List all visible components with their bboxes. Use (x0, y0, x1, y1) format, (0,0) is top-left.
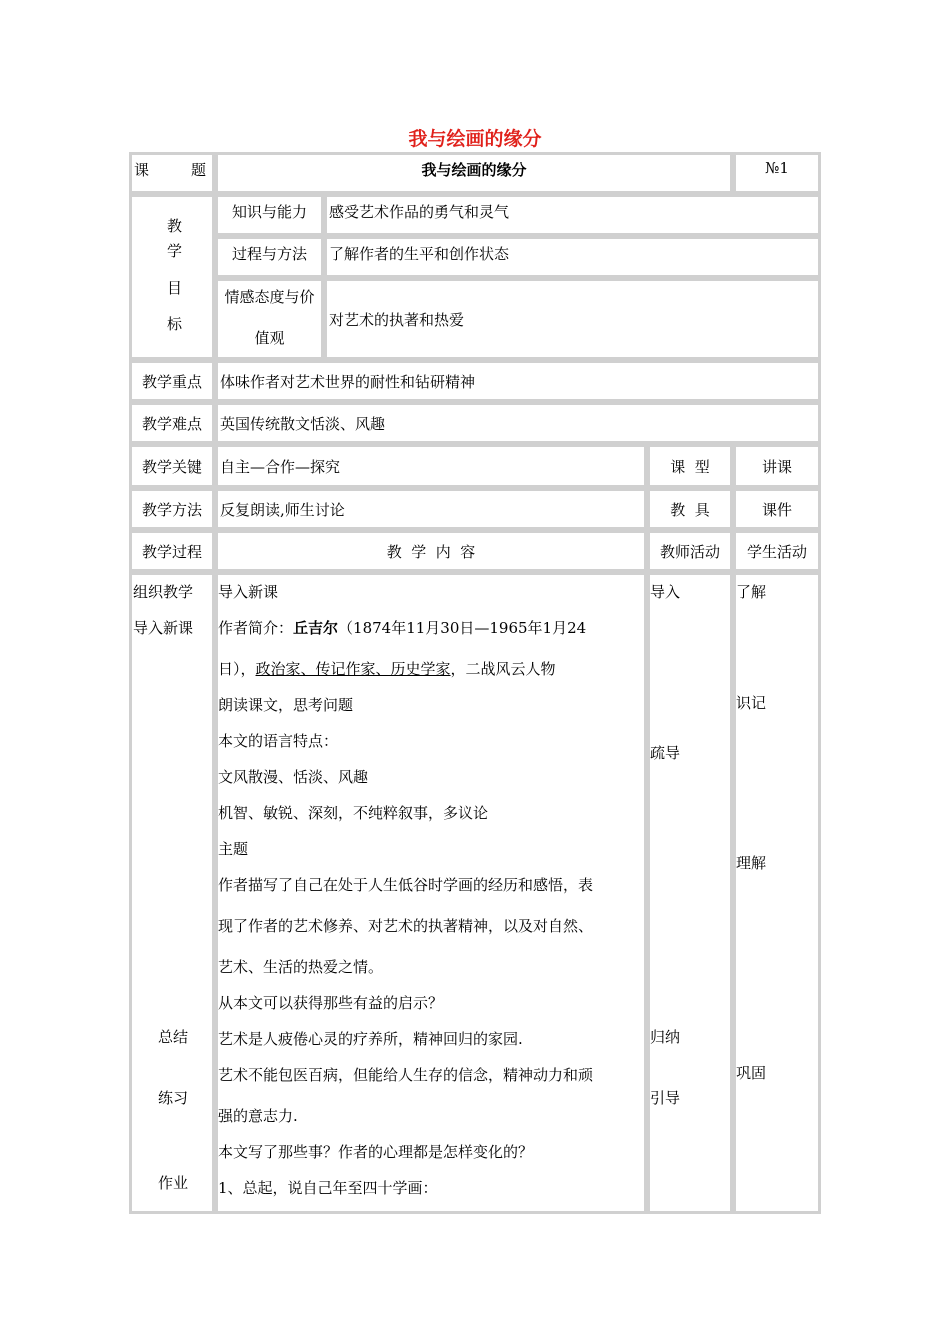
content-cell (215, 572, 647, 1214)
teacher-activity: 归纳 (650, 1028, 681, 1046)
content-line: 从本文可以获得那些有益的启示？ (218, 994, 444, 1012)
objective-value-knowledge (324, 194, 821, 236)
difficulty-value: 英国传统散文恬淡、风趣 (220, 414, 386, 433)
author-dates-end: 日）， (218, 660, 256, 678)
method-value: 反复朗读,师生讨论 (220, 500, 345, 519)
page-title: 我与绘画的缘分 (408, 128, 542, 150)
content-line: 朗读课文，思考问题 (218, 696, 354, 714)
method-value-cell (215, 488, 647, 530)
key-label-cell (129, 444, 215, 488)
content-line: 作者描写了自己在处于人生低谷时学画的经历和感悟，表 (218, 876, 594, 894)
difficulty-label: 教学难点 (141, 414, 202, 433)
author-desc: ，二战风云人物 (450, 660, 556, 678)
content-line: 艺术不能包医百病，但能给人生存的信念，精神动力和顽 (218, 1066, 594, 1084)
content-line: 1、总起，说自己年至四十学画： (218, 1179, 438, 1197)
objectives-label-cell (129, 194, 215, 360)
content-line: 艺术、生活的热爱之情。 (218, 958, 384, 976)
key-point-value: 体味作者对艺术世界的耐性和钻研精神 (220, 372, 476, 391)
content-line: 文风散漫、恬淡、风趣 (218, 768, 369, 786)
content-line (218, 617, 586, 638)
process-label: 教学过程 (141, 542, 202, 561)
objective-value-emotion (324, 278, 821, 360)
student-activity: 了解 (736, 583, 767, 601)
left-label-intro: 导入新课 (133, 619, 194, 637)
lesson-type-value-cell (733, 444, 821, 488)
objective-value-process (324, 236, 821, 278)
tool-label: 教 具 (670, 500, 710, 519)
content-line: 本文写了那些事？作者的心理都是怎样变化的？ (218, 1143, 534, 1161)
student-activity: 识记 (736, 694, 767, 712)
tool-label-cell (647, 488, 733, 530)
objectives-char-1: 教 (167, 217, 183, 235)
content-line (218, 658, 556, 679)
teacher-label: 教师活动 (659, 542, 720, 561)
difficulty-label-cell (129, 402, 215, 444)
objective-label-knowledge (215, 194, 324, 236)
key-point-label: 教学重点 (141, 372, 202, 391)
left-label-practice: 练习 (158, 1089, 189, 1107)
label-ke: 课 (134, 161, 150, 179)
content-line: 强的意志力. (218, 1107, 298, 1125)
lesson-type-value: 讲课 (761, 457, 792, 476)
key-value-cell (215, 444, 647, 488)
author-name: 丘吉尔 (293, 619, 339, 637)
student-label-cell (733, 530, 821, 572)
objectives-char-4: 标 (167, 315, 183, 333)
objective-value-text: 了解作者的生平和创作状态 (329, 245, 510, 263)
student-activity: 巩固 (736, 1064, 767, 1082)
objective-label-emotion (215, 278, 324, 360)
author-titles: 政治家、传记作家、历史学家 (255, 660, 451, 678)
key-point-value-cell (215, 360, 821, 402)
left-column-cell (129, 572, 215, 1214)
student-activity-cell (733, 572, 821, 1214)
content-label-cell (215, 530, 647, 572)
objective-label-line1: 情感态度与价 (224, 288, 315, 306)
label-ti: 题 (190, 161, 206, 179)
teacher-activity: 导入 (650, 583, 681, 601)
process-label-cell (129, 530, 215, 572)
left-label-summary: 总结 (158, 1028, 189, 1046)
content-line: 本文的语言特点： (218, 732, 339, 750)
method-label: 教学方法 (141, 500, 202, 519)
left-label-homework: 作业 (158, 1174, 189, 1192)
content-line: 艺术是人疲倦心灵的疗养所，精神回归的家园. (218, 1030, 523, 1048)
objective-label-line2: 值观 (254, 329, 285, 347)
objective-label-text: 过程与方法 (231, 245, 307, 263)
content-line: 现了作者的艺术修养、对艺术的执著精神，以及对自然、 (218, 917, 594, 935)
lesson-number-cell (733, 152, 821, 194)
student-label: 学生活动 (746, 542, 807, 561)
lesson-number: №1 (765, 159, 789, 177)
lesson-title: 我与绘画的缘分 (421, 161, 527, 179)
objectives-char-2: 学 (167, 242, 183, 260)
content-label: 教 学 内 容 (386, 542, 476, 561)
teacher-activity: 引导 (650, 1089, 681, 1107)
teacher-activity: 疏导 (650, 744, 681, 762)
teacher-activity-cell (647, 572, 733, 1214)
left-label-organize: 组织教学 (133, 583, 194, 601)
author-dates: （1874年11月30日—1965年1月24 (338, 619, 587, 637)
content-line: 导入新课 (218, 583, 279, 601)
tool-value-cell (733, 488, 821, 530)
content-line: 主题 (218, 840, 249, 858)
objective-value-text: 感受艺术作品的勇气和灵气 (329, 203, 510, 221)
content-line: 机智、敏锐、深刻，不纯粹叙事，多议论 (218, 804, 489, 822)
objective-label-text: 知识与能力 (231, 203, 307, 221)
lesson-type-label: 课 型 (670, 457, 710, 476)
difficulty-value-cell (215, 402, 821, 444)
student-activity: 理解 (736, 854, 767, 872)
objectives-char-3: 目 (167, 279, 183, 297)
method-label-cell (129, 488, 215, 530)
tool-value: 课件 (761, 500, 792, 519)
author-intro-prefix: 作者简介： (218, 619, 294, 637)
teacher-label-cell (647, 530, 733, 572)
lesson-title-cell (215, 152, 733, 194)
objective-value-text: 对艺术的执著和热爱 (329, 310, 465, 329)
lesson-type-label-cell (647, 444, 733, 488)
key-value: 自主—合作—探究 (220, 457, 341, 476)
objective-label-process (215, 236, 324, 278)
header-label-cell (129, 152, 215, 194)
key-point-label-cell (129, 360, 215, 402)
key-label: 教学关键 (141, 457, 202, 476)
